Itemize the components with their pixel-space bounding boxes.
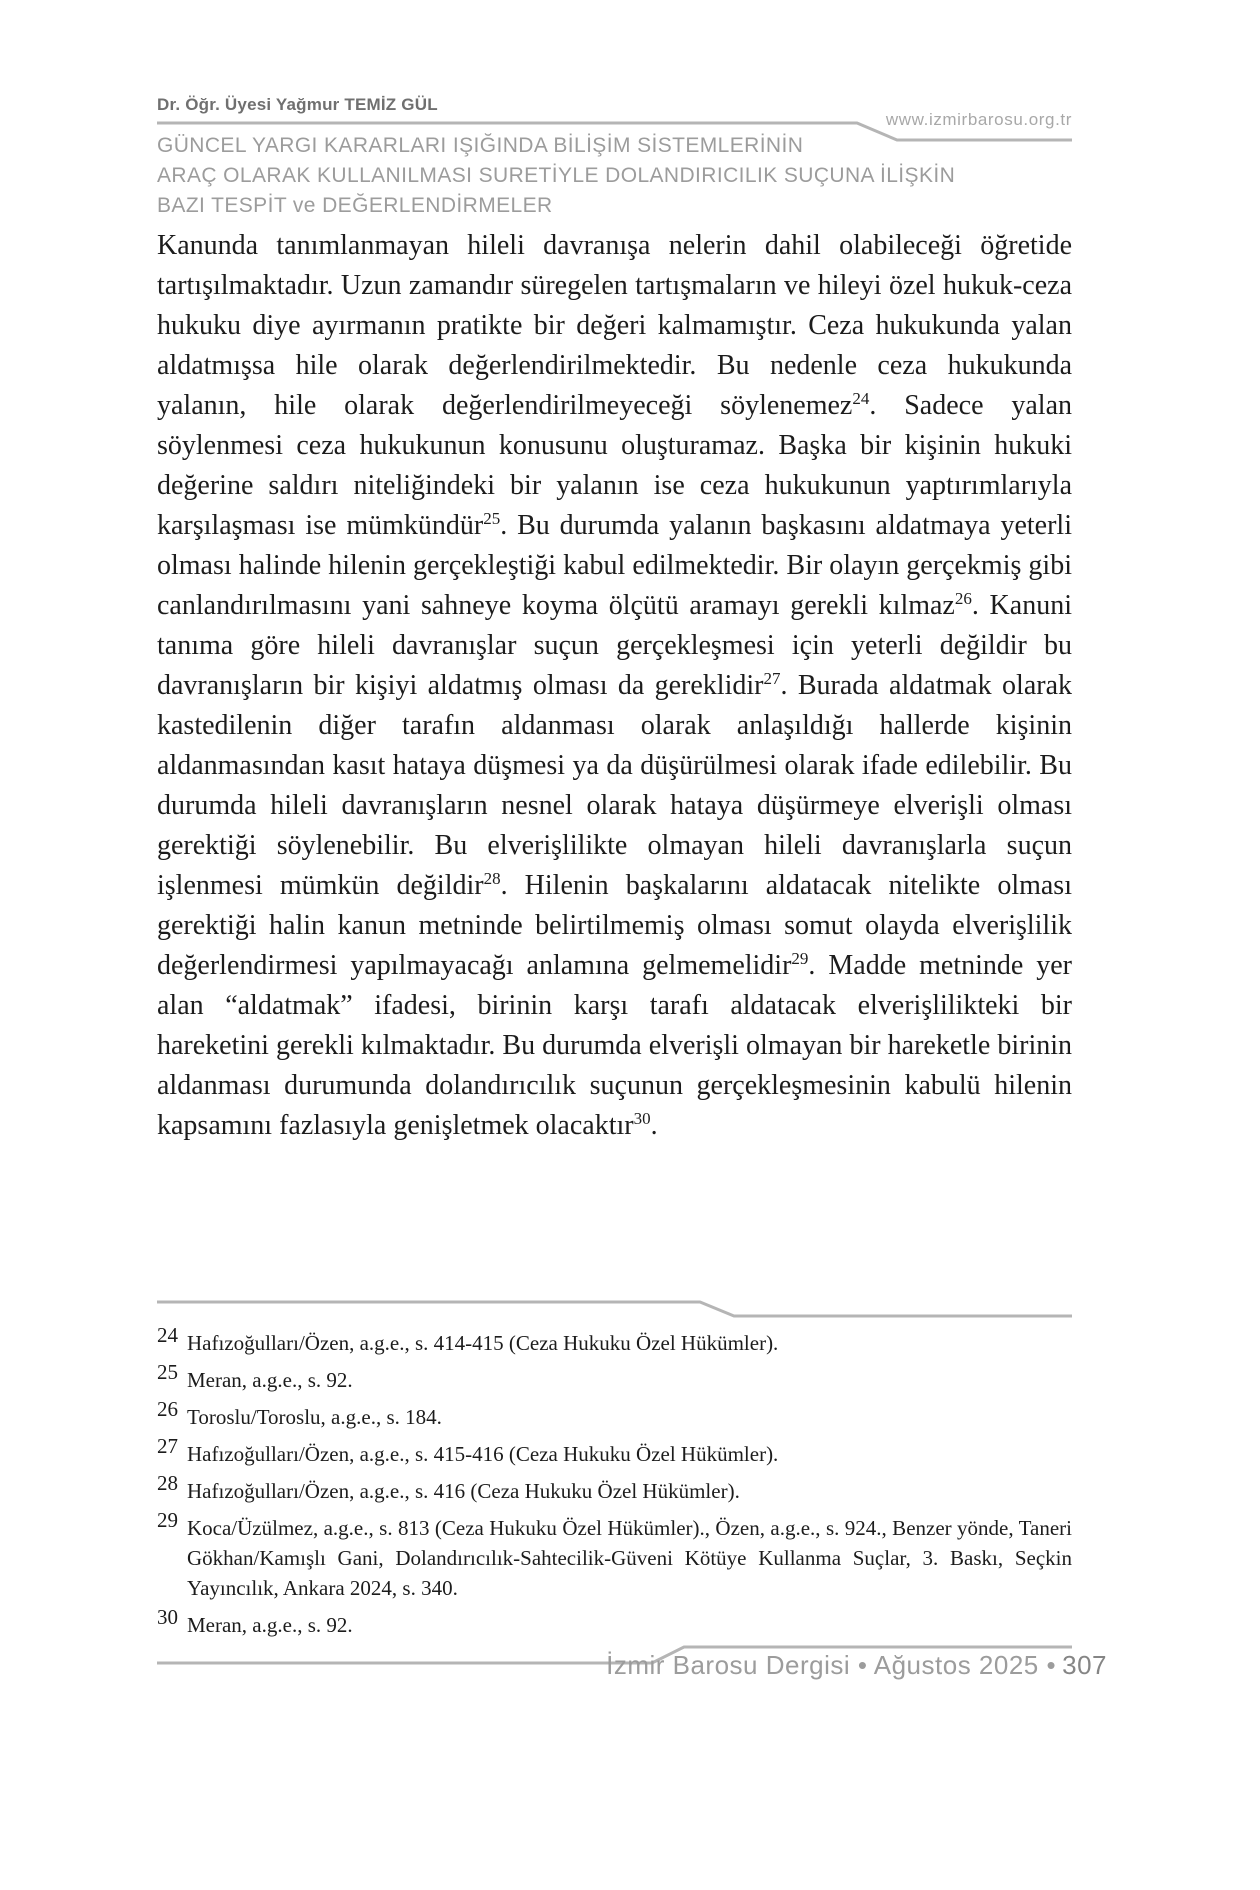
footnote-number: 28 [157, 1471, 178, 1495]
footnote-text: Hafızoğulları/Özen, a.g.e., s. 416 (Ceza Hukuku Özel Hükümler). [187, 1479, 740, 1503]
footnote-text: Hafızoğulları/Özen, a.g.e., s. 415-416 (Ceza Hukuku Özel Hükümler). [187, 1442, 779, 1466]
body-paragraph: Kanunda tanımlanmayan hileli davranışa nelerin dahil olabileceği öğretide tartışılmaktadır. Uzun zamandır süregelen tartışmaların ve hileyi özel hukuk-ceza hukuku diye ayırmanın pratikte bir değeri kalmamıştır. Ceza hukukunda yalan aldatmışsa hile olarak değerlendirilmektedir. Bu nedenle ceza hukukunda yalanın, hile olarak değerlendirilmeyeceği söylenemez$^{24}$. Sadece yalan söylenmesi ceza hukukunun konusunu oluşturamaz. Başka bir kişinin hukuki değerine saldırı niteliğindeki bir yalanın ise ceza hukukunun yaptırımlarıyla karşılaşması ise mümkündür$^{25}$. Bu durumda yalanın başkasını aldatmaya yeterli olması halinde hilenin gerçekleştiği kabul edilmektedir. Bir olayın gerçekmiş gibi canlandırılmasını yani sahneye koyma ölçütü aramayı gerekli kılmaz$^{26}$. Kanuni tanıma göre hileli davranışlar suçun gerçekleşmesi için yeterli değildir bu davranışların bir kişiyi aldatmış olması da gereklidir$^{27}$. Burada aldatmak olarak kastedilenin diğer tarafın aldanması olarak anlaşıldığı hallerde kişinin aldanmasından kasıt hataya düşmesi ya da düşürülmesi olarak ifade edilebilir. Bu durumda hileli davranışların nesnel olarak hataya düşürmeye elverişli olması gerektiği söylenebilir. Bu elverişlilikte olmayan hileli davranışlarla suçun işlenmesi mümkün değildir$^{28}$. Hilenin başkalarını aldatacak nitelikte olması gerektiği halin kanun metninde belirtilmemiş olması somut olayda elverişlilik değerlendirmesi yapılmayacağı anlamına gelmemelidir$^{29}$. Madde metninde yer alan “aldatmak” ifadesi, birinin karşı tarafı aldatacak elverişlilikteki bir hareketini gerekli kılmaktadır. Bu durumda elverişli olmayan bir hareketle birinin aldanması durumunda dolandırıcılık suçunun gerçekleşmesinin kabulü hilenin kapsamını fazlasıyla genişletmek olacaktır$^{30}$. [157, 230, 1073, 1141]
footnote-number: 25 [157, 1360, 178, 1384]
footnote-item [157, 1360, 1072, 1395]
footnote-ref: 30 [633, 1109, 651, 1128]
footnote-text: Toroslu/Toroslu, a.g.e., s. 184. [187, 1405, 442, 1429]
page-number: 307 [1062, 1650, 1107, 1680]
footnote-text: Hafızoğulları/Özen, a.g.e., s. 414-415 (Ceza Hukuku Özel Hükümler). [187, 1331, 779, 1355]
footnote-ref: 28 [483, 869, 501, 888]
author-name: Dr. Öğr. Üyesi Yağmur TEMİZ GÜL [157, 95, 438, 114]
footnote-number: 24 [157, 1323, 178, 1347]
article-title-line-3: BAZI TESPİT ve DEĞERLENDİRMELER [157, 194, 553, 217]
footnote-number: 27 [157, 1434, 178, 1458]
footnote-item [157, 1434, 1072, 1469]
footnotes-section [157, 1323, 1072, 1647]
footnote-ref: 25 [483, 509, 501, 528]
footnote-item [157, 1323, 1072, 1358]
footnote-ref: 27 [763, 669, 781, 688]
footnote-text: Koca/Üzülmez, a.g.e., s. 813 (Ceza Hukuku Özel Hükümler)., Özen, a.g.e., s. 924., Benzer yönde, Taneri Gökhan/Kamışlı Gani, Dolandırıcılık-Sahtecilik-Güveni Kötüye Kullanma Suçlar, 3. Baskı, Seçkin Yayıncılık, Ankara 2024, s. 340. [187, 1516, 1072, 1600]
article-title [157, 131, 1077, 221]
page-footer [606, 1650, 1107, 1681]
journal-name-date: İzmir Barosu Dergisi • Ağustos 2025 • [606, 1650, 1057, 1680]
footnote-number: 26 [157, 1397, 178, 1421]
website-url: www.izmirbarosu.org.tr [885, 110, 1072, 129]
footnote-item [157, 1397, 1072, 1432]
footnote-text: Meran, a.g.e., s. 92. [187, 1613, 353, 1637]
footnote-ref: 26 [954, 589, 972, 608]
article-title-line-1: GÜNCEL YARGI KARARLARI IŞIĞINDA BİLİŞİM SİSTEMLERİNİN [157, 134, 804, 157]
footnote-item [157, 1605, 1072, 1640]
article-title-line-2: ARAÇ OLARAK KULLANILMASI SURETİYLE DOLANDIRICILIK SUÇUNA İLİŞKİN [157, 164, 956, 187]
footnote-item [157, 1471, 1072, 1506]
footnote-number: 30 [157, 1605, 178, 1629]
footnote-ref: 24 [852, 389, 870, 408]
footnote-ref: 29 [791, 949, 809, 968]
footnote-number: 29 [157, 1508, 178, 1532]
footnote-item [157, 1508, 1072, 1603]
footnote-divider-rule [157, 1302, 1072, 1316]
footnote-text: Meran, a.g.e., s. 92. [187, 1368, 353, 1392]
